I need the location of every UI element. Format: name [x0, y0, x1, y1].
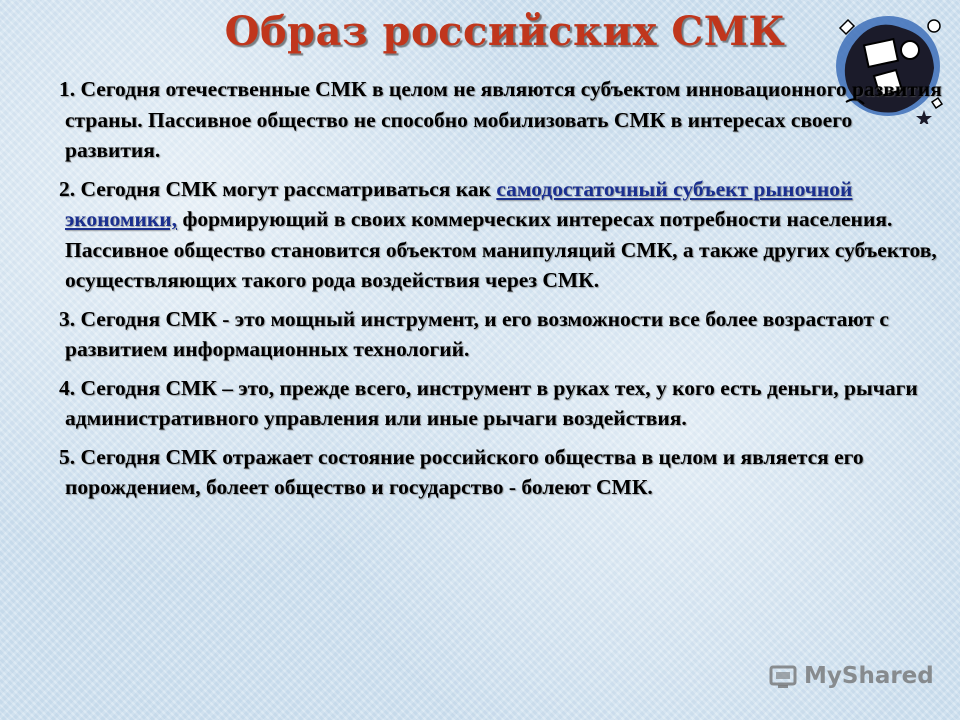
list-item: [40, 74, 945, 166]
watermark-logo-icon: [768, 661, 798, 691]
highlighted-phrase: самодостаточный субъект рыночной экономики,: [65, 176, 853, 231]
item-number: 1.: [59, 77, 76, 101]
slide-title: Образ российских СМК: [224, 8, 786, 55]
list-item: [40, 304, 945, 365]
list-item: [40, 373, 945, 434]
item-number: 3.: [59, 306, 76, 331]
item-number: 2.: [59, 176, 76, 201]
item-text: Сегодня СМК – это, прежде всего, инструмент в руках тех, у кого есть деньги, рычаги административного управления или иные рычаги воздействия.: [65, 375, 918, 430]
item-text: Сегодня СМК - это мощный инструмент, и его возможности все более возрастают с развитием информационных технологий.: [65, 306, 889, 361]
item-text: Сегодня отечественные СМК в целом не являются субъектом инновационного развития страны. Пассивное общество не способно мобилизовать СМК в интересах своего развития.: [65, 77, 942, 162]
list-item: [40, 442, 945, 503]
item-number: 5.: [59, 444, 76, 469]
watermark: [768, 656, 943, 696]
item-text: Сегодня СМК могут рассматриваться как: [80, 176, 491, 201]
item-number: 4.: [59, 375, 76, 400]
item-text: Сегодня СМК отражает состояние российского общества в целом и является его порождением, болеет общество и государство - болеют СМК.: [65, 444, 864, 499]
item-text: формирующий в своих коммерческих интересах потребности населения. Пассивное общество становится объектом манипуляций СМК, а также других субъектов, осуществляющих такого рода воздействия через СМК.: [65, 207, 937, 292]
watermark-text: MyShared: [804, 663, 934, 689]
list-item: [40, 174, 945, 296]
title-area: [0, 0, 960, 70]
statement-list: [40, 74, 945, 511]
